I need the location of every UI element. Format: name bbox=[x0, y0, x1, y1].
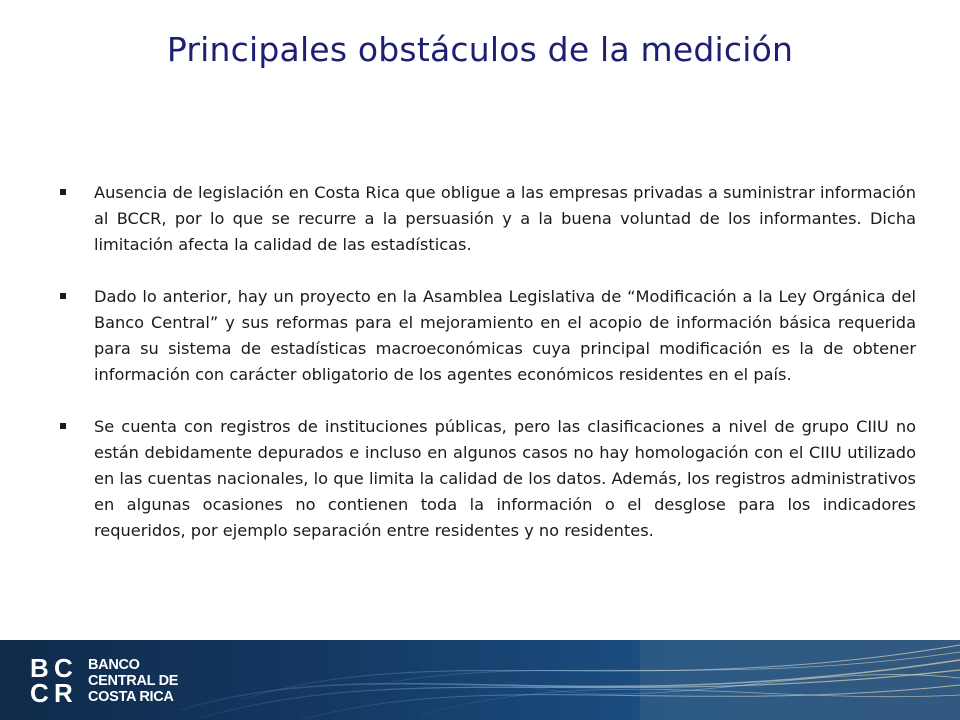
slide-title: Principales obstáculos de la medición bbox=[166, 30, 794, 69]
bccr-logo-mark: B C C R bbox=[30, 653, 72, 708]
bullet-list bbox=[60, 180, 916, 570]
bullet-item bbox=[60, 284, 916, 388]
square-bullet-icon bbox=[60, 423, 66, 429]
bullet-text: Se cuenta con registros de instituciones públicas, pero las clasificaciones a nivel de grupo CIIU no están debidamente depurados e incluso en algunos casos no hay homologación con el CIIU utilizado en las cuentas nacionales, lo que limita la calidad de los datos. Además, los registros administrativos en algunas ocasiones no contienen toda la información o el desglose para los indicadores requeridos, por ejemplo separación entre residentes y no residentes. bbox=[94, 417, 916, 540]
bullet-text: Dado lo anterior, hay un proyecto en la Asamblea Legislativa de “Modificación a la Ley Orgánica del Banco Central” y sus reformas para el mejoramiento en el acopio de información básica requerida para su sistema de estadísticas macroeconómicas cuya principal modificación es la de obtener información con carácter obligatorio de los agentes económicos residentes en el país. bbox=[94, 287, 916, 384]
bullet-item bbox=[60, 180, 916, 258]
logo-line: COSTA RICA bbox=[88, 689, 174, 705]
logo-line: CENTRAL DE bbox=[88, 673, 179, 689]
logo-line: BANCO bbox=[88, 657, 140, 673]
square-bullet-icon bbox=[60, 293, 66, 299]
bullet-item bbox=[60, 414, 916, 544]
bullet-text: Ausencia de legislación en Costa Rica que obligue a las empresas privadas a suministrar información al BCCR, por lo que se recurre a la persuasión y a la buena voluntad de los informantes. Dicha limitación afecta la calidad de las estadísticas. bbox=[94, 183, 916, 254]
bccr-logo bbox=[28, 655, 178, 707]
square-bullet-icon bbox=[60, 189, 66, 195]
bccr-logo-text bbox=[88, 657, 178, 705]
